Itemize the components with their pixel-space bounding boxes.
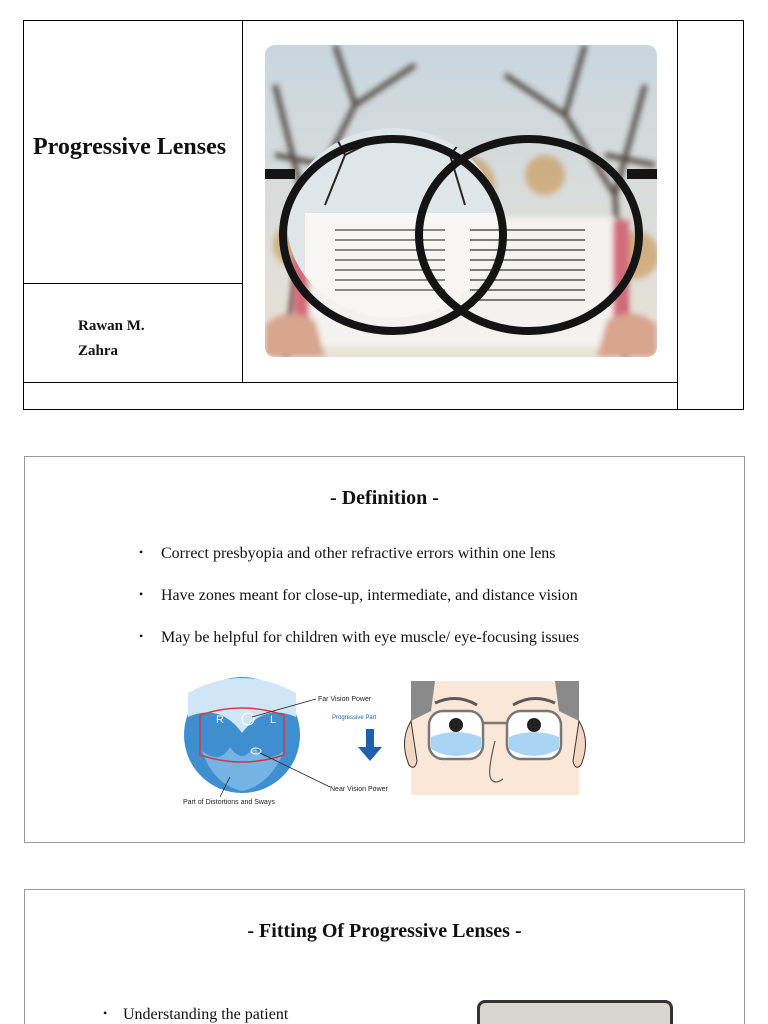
title-cell (24, 21, 242, 284)
progressive-part-label: Progressive Part (332, 715, 377, 721)
face-glasses-illustration (395, 681, 595, 795)
definition-bullet-list (139, 545, 579, 671)
definition-slide (24, 456, 745, 843)
lens-label-r: R (216, 714, 224, 726)
list-item (139, 545, 579, 587)
eye-left-icon (449, 718, 463, 732)
fitting-bullet-list (103, 1006, 288, 1024)
far-vision-label: Far Vision Power (318, 696, 372, 703)
title-left-column (24, 21, 243, 382)
bullet-icon: • (103, 1006, 108, 1020)
bullet-text: May be helpful for children with eye muscle/ eye-focusing issues (161, 629, 580, 646)
table-row-divider (24, 382, 678, 383)
lens-label-l: L (270, 714, 277, 726)
list-item (139, 587, 579, 629)
cover-photo (265, 45, 657, 357)
list-item (139, 629, 579, 671)
bullet-icon: • (139, 545, 144, 559)
table-column-divider (677, 21, 678, 409)
bullet-text: Correct presbyopia and other refractive errors within one lens (161, 545, 556, 562)
bullet-text: Understanding the patient (123, 1006, 289, 1023)
bullet-icon: • (139, 587, 144, 601)
distortions-label: Part of Distortions and Sways (183, 799, 275, 806)
fitting-slide (24, 889, 745, 1024)
list-item (103, 1006, 288, 1024)
author-line-2: Zahra (78, 343, 119, 359)
document-title: Progressive Lenses (33, 134, 227, 160)
arrow-down-icon (358, 729, 382, 761)
author-line-1: Rawan M. (78, 318, 145, 334)
eye-right-icon (527, 718, 541, 732)
near-vision-label: Near Vision Power (330, 786, 388, 793)
title-page-table (23, 20, 744, 410)
author-name (78, 314, 145, 364)
bullet-icon: • (139, 629, 144, 643)
definition-heading: - Definition - (330, 487, 439, 509)
fitting-heading: - Fitting Of Progressive Lenses - (247, 920, 522, 942)
left-near-zone (431, 732, 481, 756)
right-near-zone (509, 732, 559, 756)
fitting-device-image (477, 1000, 673, 1024)
bullet-text: Have zones meant for close-up, intermediate, and distance vision (161, 587, 578, 604)
lens-zone-diagram (180, 673, 396, 813)
